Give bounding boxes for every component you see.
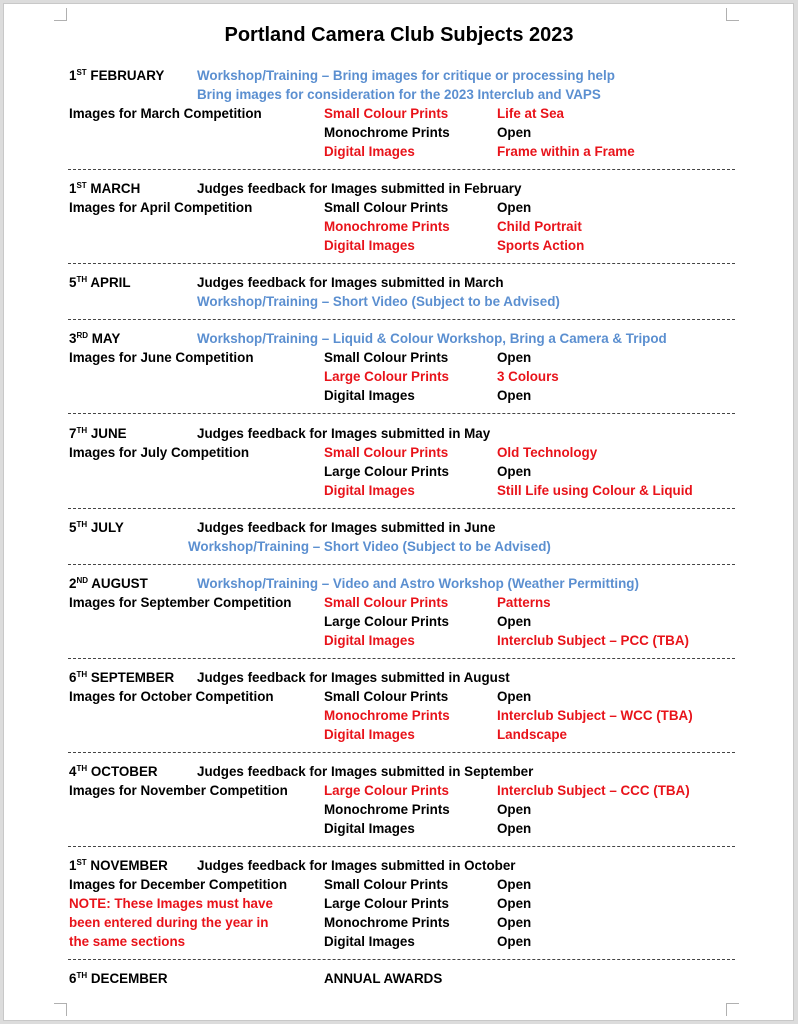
section-date-december: 6TH DECEMBER: [69, 971, 168, 986]
section-date-april: 5TH APRIL: [69, 275, 131, 290]
entry-subject: 3 Colours: [497, 369, 559, 384]
section-divider: [68, 413, 735, 414]
crop-mark-top-left: [54, 8, 67, 21]
entry-subject: Open: [497, 388, 532, 403]
entry-category: Small Colour Prints: [324, 106, 449, 121]
entry-category: Large Colour Prints: [324, 614, 449, 629]
section-divider: [68, 169, 735, 170]
section-date-august: 2ND AUGUST: [69, 576, 148, 591]
entry-subject: Open: [497, 689, 532, 704]
entry-subject: Old Technology: [497, 445, 598, 460]
competition-label: Images for October Competition: [69, 689, 274, 704]
section-divider: [68, 508, 735, 509]
entry-category: Digital Images: [324, 821, 415, 836]
workshop-line: Workshop/Training – Video and Astro Workshop (Weather Permitting): [197, 576, 639, 591]
section-divider: [68, 263, 735, 264]
section-date-june: 7TH JUNE: [69, 426, 127, 441]
entry-category: Small Colour Prints: [324, 200, 449, 215]
entry-subject: Life at Sea: [497, 106, 564, 121]
entry-subject: Open: [497, 125, 532, 140]
section-date-february: 1ST FEBRUARY: [69, 68, 165, 83]
entry-category: Monochrome Prints: [324, 915, 450, 930]
crop-mark-top-right: [726, 8, 739, 21]
entry-category: Monochrome Prints: [324, 802, 450, 817]
entry-subject: Child Portrait: [497, 219, 582, 234]
entry-subject: Open: [497, 200, 532, 215]
note-line: been entered during the year in: [69, 915, 269, 930]
entry-category: Digital Images: [324, 633, 415, 648]
entry-subject: Still Life using Colour & Liquid: [497, 483, 693, 498]
workshop-line: Bring images for consideration for the 2023 Interclub and VAPS: [197, 87, 601, 102]
workshop-line: Workshop/Training – Short Video (Subject to be Advised): [188, 539, 551, 554]
entry-category: Digital Images: [324, 483, 415, 498]
entry-subject: Open: [497, 614, 532, 629]
entry-subject: Open: [497, 802, 532, 817]
entry-category: Small Colour Prints: [324, 689, 449, 704]
entry-category: Large Colour Prints: [324, 783, 449, 798]
feedback-line: Judges feedback for Images submitted in February: [197, 181, 522, 196]
feedback-line: Judges feedback for Images submitted in March: [197, 275, 504, 290]
entry-subject: Interclub Subject – WCC (TBA): [497, 708, 693, 723]
entry-category: Digital Images: [324, 238, 415, 253]
entry-subject: Open: [497, 464, 532, 479]
entry-category: Small Colour Prints: [324, 350, 449, 365]
entry-subject: Frame within a Frame: [497, 144, 635, 159]
competition-label: Images for April Competition: [69, 200, 253, 215]
entry-category: Small Colour Prints: [324, 595, 449, 610]
note-line: the same sections: [69, 934, 186, 949]
entry-category: Large Colour Prints: [324, 464, 449, 479]
section-date-november: 1ST NOVEMBER: [69, 858, 168, 873]
section-date-september: 6TH SEPTEMBER: [69, 670, 175, 685]
feedback-line: Judges feedback for Images submitted in October: [197, 858, 516, 873]
section-divider: [68, 846, 735, 847]
section-divider: [68, 959, 735, 960]
section-date-march: 1ST MARCH: [69, 181, 141, 196]
entry-category: Digital Images: [324, 388, 415, 403]
entry-subject: Open: [497, 821, 532, 836]
section-divider: [68, 752, 735, 753]
entry-category: Monochrome Prints: [324, 125, 450, 140]
feedback-line: Judges feedback for Images submitted in June: [197, 520, 496, 535]
section-divider: [68, 319, 735, 320]
document-title: Portland Camera Club Subjects 2023: [224, 24, 574, 46]
entry-category: Digital Images: [324, 144, 415, 159]
entry-subject: Interclub Subject – CCC (TBA): [497, 783, 690, 798]
crop-mark-bottom-right: [726, 1003, 739, 1016]
section-divider: [68, 658, 735, 659]
note-line: NOTE: These Images must have: [69, 896, 273, 911]
entry-subject: Open: [497, 915, 532, 930]
entry-subject: Interclub Subject – PCC (TBA): [497, 633, 689, 648]
workshop-line: Workshop/Training – Short Video (Subject to be Advised): [197, 294, 560, 309]
competition-label: Images for July Competition: [69, 445, 250, 460]
workshop-line: Workshop/Training – Liquid & Colour Workshop, Bring a Camera & Tripod: [197, 331, 667, 346]
section-divider: [68, 564, 735, 565]
competition-label: Images for December Competition: [69, 877, 288, 892]
competition-label: Images for June Competition: [69, 350, 254, 365]
entry-subject: Open: [497, 896, 532, 911]
competition-label: Images for March Competition: [69, 106, 262, 121]
competition-label: Images for September Competition: [69, 595, 292, 610]
section-date-may: 3RD MAY: [69, 331, 121, 346]
feedback-line: Judges feedback for Images submitted in August: [197, 670, 510, 685]
entry-category: Digital Images: [324, 934, 415, 949]
competition-label: Images for November Competition: [69, 783, 288, 798]
annual-awards-label: ANNUAL AWARDS: [324, 971, 443, 986]
section-date-october: 4TH OCTOBER: [69, 764, 158, 779]
feedback-line: Judges feedback for Images submitted in May: [197, 426, 491, 441]
entry-category: Small Colour Prints: [324, 877, 449, 892]
entry-subject: Landscape: [497, 727, 567, 742]
entry-category: Digital Images: [324, 727, 415, 742]
section-date-july: 5TH JULY: [69, 520, 124, 535]
entry-category: Large Colour Prints: [324, 896, 449, 911]
entry-subject: Open: [497, 350, 532, 365]
workshop-line: Workshop/Training – Bring images for critique or processing help: [197, 68, 615, 83]
entry-category: Small Colour Prints: [324, 445, 449, 460]
feedback-line: Judges feedback for Images submitted in September: [197, 764, 534, 779]
entry-subject: Open: [497, 877, 532, 892]
entry-category: Monochrome Prints: [324, 219, 450, 234]
crop-mark-bottom-left: [54, 1003, 67, 1016]
entry-category: Monochrome Prints: [324, 708, 450, 723]
entry-subject: Open: [497, 934, 532, 949]
entry-subject: Patterns: [497, 595, 551, 610]
entry-category: Large Colour Prints: [324, 369, 449, 384]
entry-subject: Sports Action: [497, 238, 585, 253]
